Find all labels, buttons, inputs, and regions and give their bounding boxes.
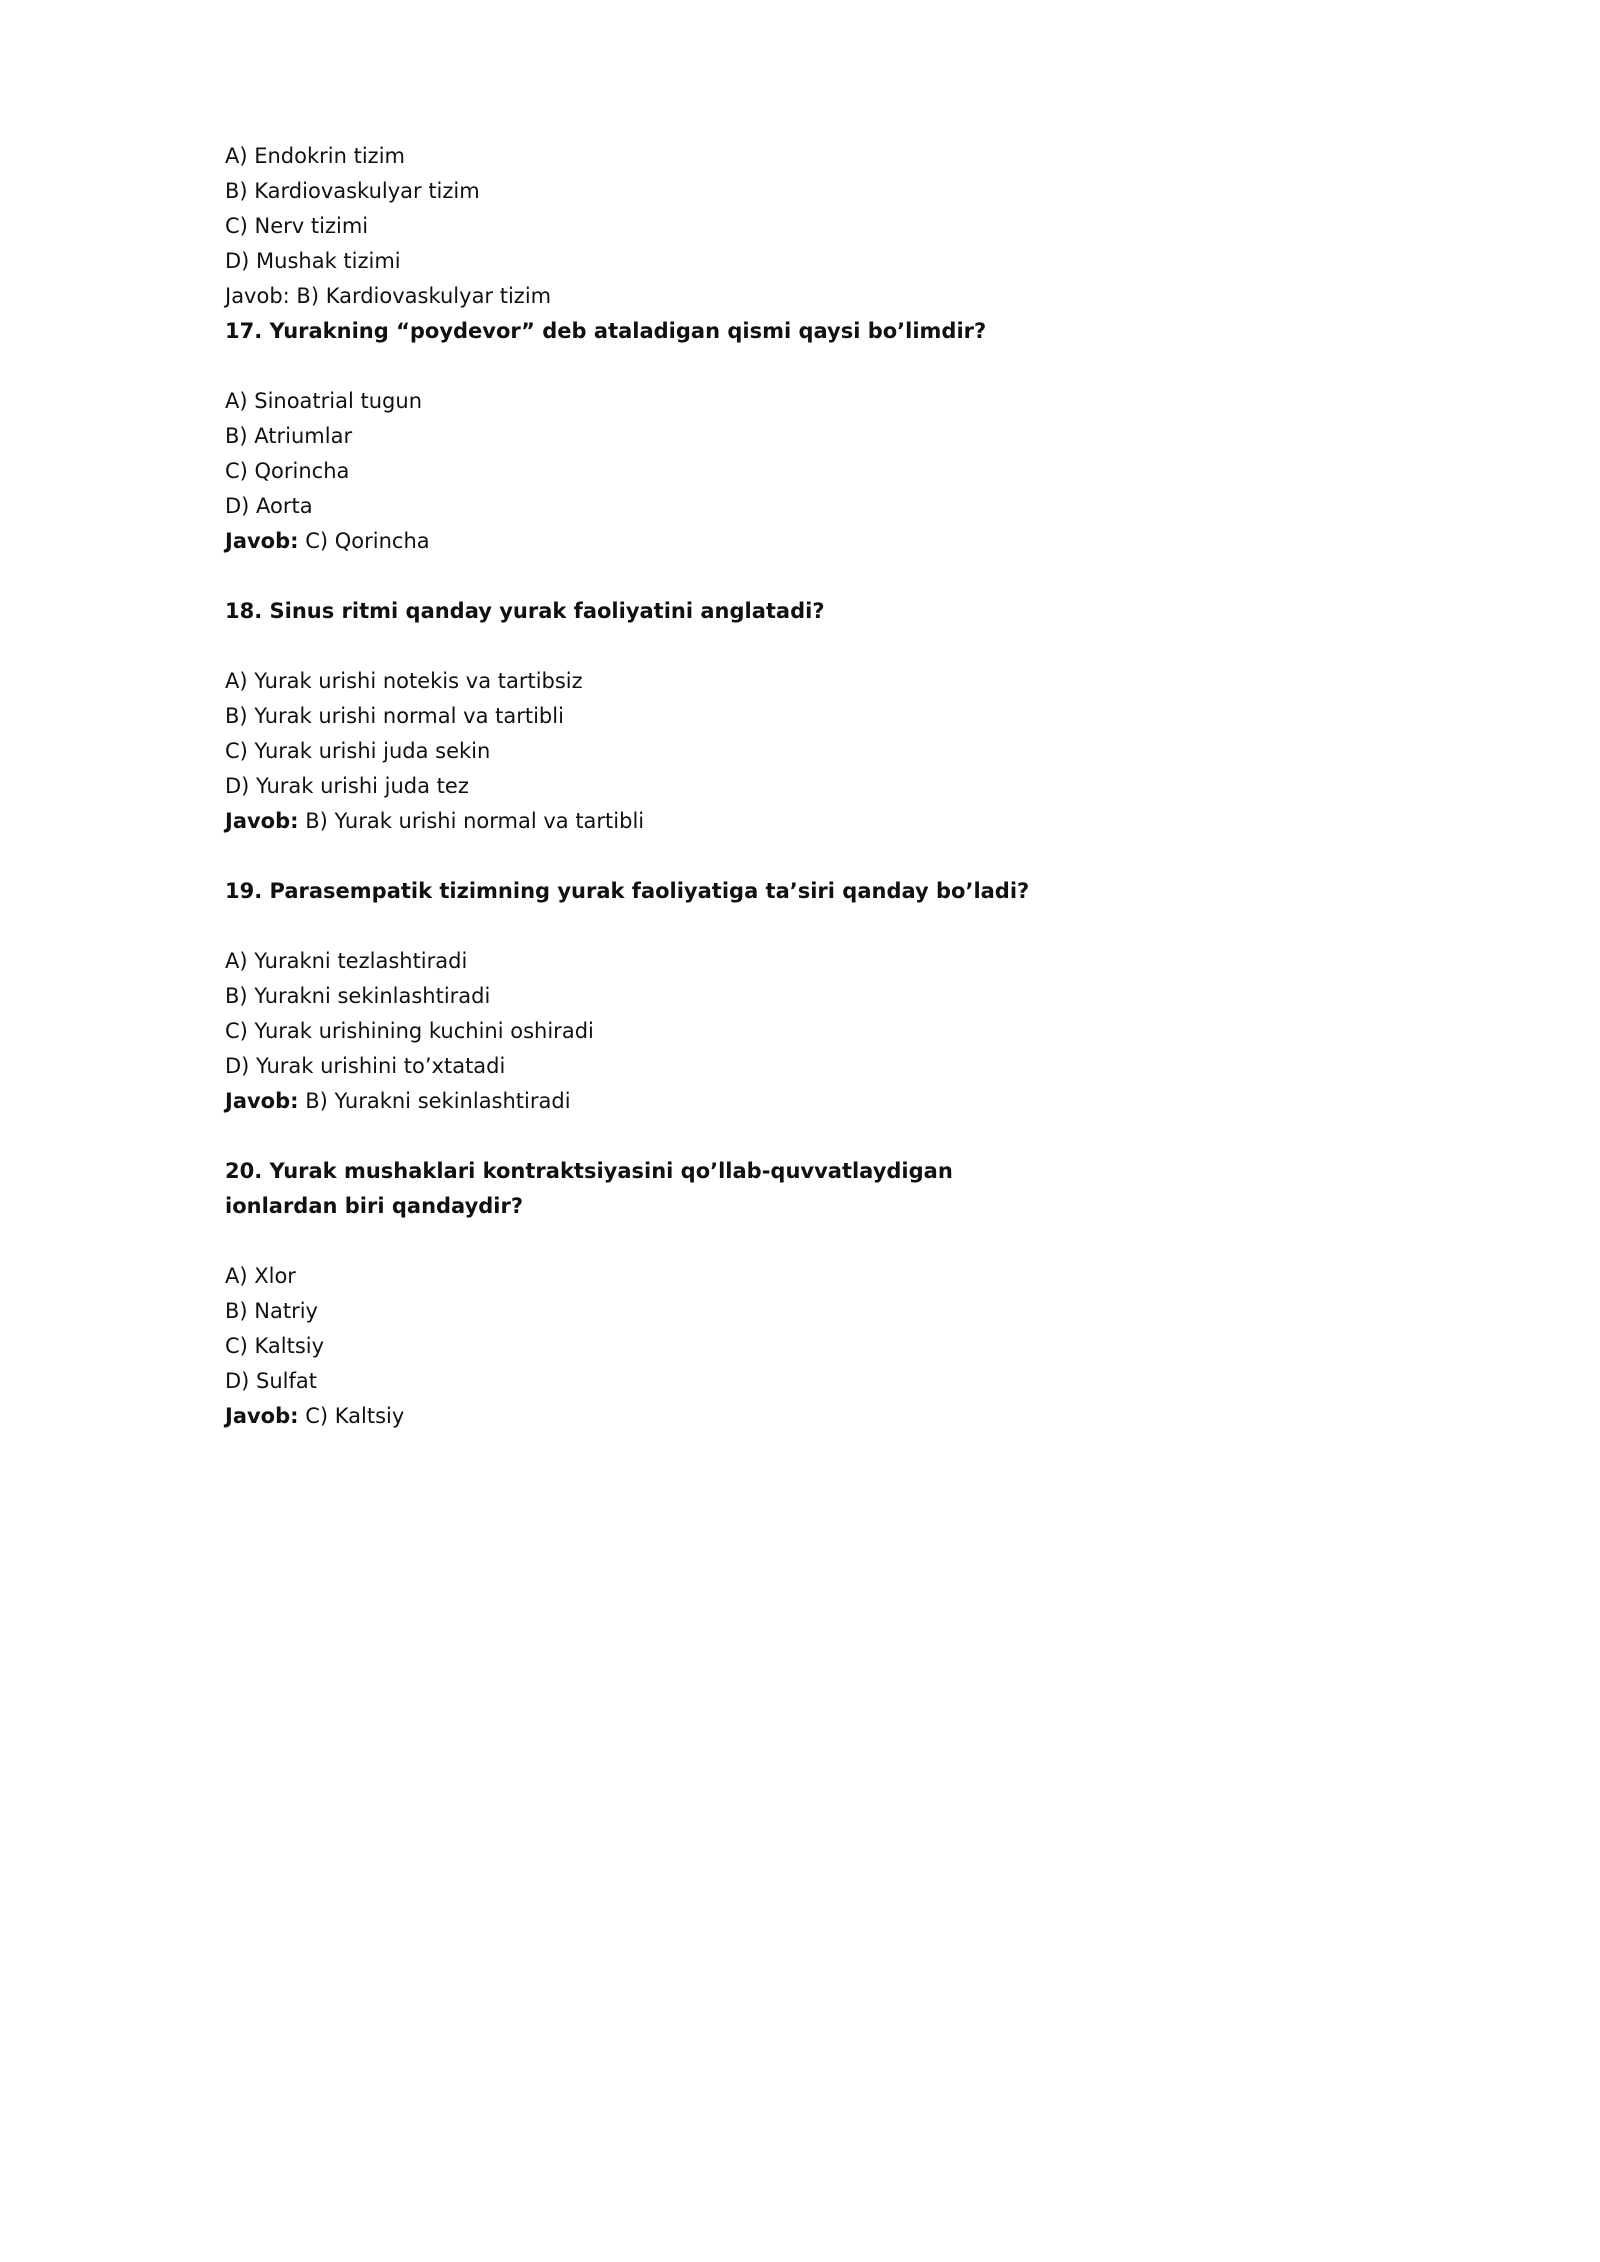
option-a: A) Yurak urishi notekis va tartibsiz xyxy=(225,669,583,693)
spacer xyxy=(225,559,1045,594)
option-b: B) Yurakni sekinlashtiradi xyxy=(225,984,491,1008)
spacer xyxy=(225,909,1045,944)
answer-line xyxy=(225,1084,1045,1119)
option-d: D) Yurak urishi juda tez xyxy=(225,774,469,798)
option-a: A) Endokrin tizim xyxy=(225,144,405,168)
answer-label: Javob: xyxy=(225,529,299,553)
option-d: D) Mushak tizimi xyxy=(225,249,401,273)
option-a: A) Yurakni tezlashtiradi xyxy=(225,949,468,973)
option-a: A) Xlor xyxy=(225,1264,296,1288)
answer-line xyxy=(225,524,1045,559)
question-20: 20. Yurak mushaklari kontraktsiyasini qo’llab-quvvatlaydigan ionlardan biri qandaydir? xyxy=(225,1159,953,1218)
question-18: 18. Sinus ritmi qanday yurak faoliyatini anglatadi? xyxy=(225,599,825,623)
spacer xyxy=(225,839,1045,874)
answer-line: Javob: B) Kardiovaskulyar tizim xyxy=(225,284,552,308)
answer-text: C) Qorincha xyxy=(298,529,430,553)
answer-label: Javob: xyxy=(225,809,299,833)
option-b: B) Yurak urishi normal va tartibli xyxy=(225,704,564,728)
option-c: C) Qorincha xyxy=(225,459,350,483)
question-17: 17. Yurakning “poydevor” deb ataladigan qismi qaysi bo’limdir? xyxy=(225,319,987,343)
spacer xyxy=(225,1224,1045,1259)
option-c: C) Kaltsiy xyxy=(225,1334,325,1358)
spacer xyxy=(225,349,1045,384)
option-c: C) Nerv tizimi xyxy=(225,214,369,238)
spacer xyxy=(225,629,1045,664)
option-b: B) Kardiovaskulyar tizim xyxy=(225,179,480,203)
spacer xyxy=(225,1119,1045,1154)
answer-label: Javob: xyxy=(225,1404,299,1428)
document-page xyxy=(0,0,1105,1561)
option-d: D) Aorta xyxy=(225,494,313,518)
option-c: C) Yurak urishi juda sekin xyxy=(225,739,491,763)
answer-line xyxy=(225,1399,1045,1434)
option-d: D) Yurak urishini to’xtatadi xyxy=(225,1054,506,1078)
answer-line xyxy=(225,804,1045,839)
answer-text: B) Yurak urishi normal va tartibli xyxy=(298,809,645,833)
answer-text: C) Kaltsiy xyxy=(298,1404,405,1428)
question-19: 19. Parasempatik tizimning yurak faoliyatiga ta’siri qanday bo’ladi? xyxy=(225,879,1030,903)
option-d: D) Sulfat xyxy=(225,1369,318,1393)
answer-text: B) Yurakni sekinlashtiradi xyxy=(298,1089,571,1113)
option-c: C) Yurak urishining kuchini oshiradi xyxy=(225,1019,594,1043)
option-a: A) Sinoatrial tugun xyxy=(225,389,422,413)
option-b: B) Atriumlar xyxy=(225,424,353,448)
option-b: B) Natriy xyxy=(225,1299,318,1323)
answer-label: Javob: xyxy=(225,1089,299,1113)
page-content xyxy=(225,139,1045,1434)
